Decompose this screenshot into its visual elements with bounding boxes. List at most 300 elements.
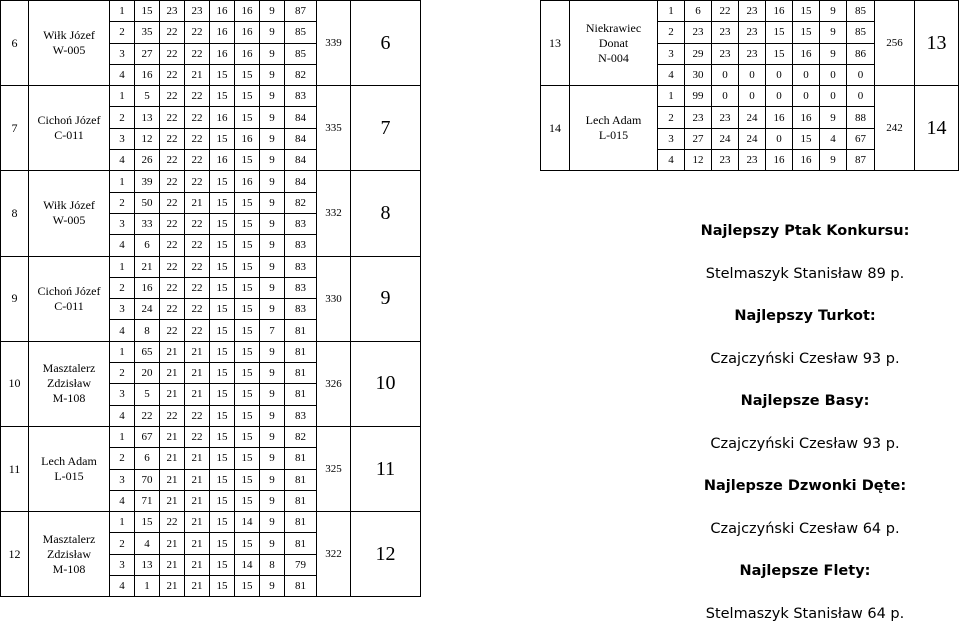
score-cell: 22 — [160, 43, 185, 64]
score-cell: 9 — [260, 22, 285, 43]
score-cell: 84 — [285, 107, 317, 128]
score-cell: 82 — [285, 192, 317, 213]
score-cell: 15 — [235, 256, 260, 277]
score-cell: 81 — [285, 469, 317, 490]
score-cell: 16 — [766, 107, 793, 128]
score-cell: 15 — [235, 235, 260, 256]
score-cell: 21 — [160, 533, 185, 554]
breeder-name-line: C-011 — [29, 128, 109, 143]
score-cell: 15 — [210, 171, 235, 192]
score-cell: 3 — [110, 43, 135, 64]
score-cell: 15 — [235, 86, 260, 107]
score-cell: 9 — [260, 448, 285, 469]
score-cell: 22 — [160, 86, 185, 107]
score-cell: 23 — [685, 22, 712, 43]
score-cell: 21 — [185, 512, 210, 533]
score-cell: 16 — [793, 43, 820, 64]
score-cell: 15 — [235, 448, 260, 469]
score-cell: 15 — [210, 490, 235, 511]
score-cell: 65 — [135, 341, 160, 362]
awards-section — [660, 210, 950, 635]
score-cell: 3 — [110, 128, 135, 149]
score-cell: 84 — [285, 128, 317, 149]
score-cell: 16 — [235, 43, 260, 64]
table-row — [541, 86, 959, 107]
score-cell: 4 — [110, 405, 135, 426]
rank-cell: 10 — [351, 341, 421, 426]
score-cell: 0 — [793, 86, 820, 107]
score-cell: 15 — [235, 192, 260, 213]
score-cell: 21 — [160, 490, 185, 511]
score-cell: 2 — [110, 277, 135, 298]
score-cell: 99 — [685, 86, 712, 107]
rank-cell: 9 — [351, 256, 421, 341]
award-winner: Czajczyński Czesław 93 p. — [660, 423, 950, 466]
score-cell: 21 — [185, 64, 210, 85]
score-cell: 15 — [210, 299, 235, 320]
score-cell: 22 — [160, 22, 185, 43]
score-cell: 15 — [235, 405, 260, 426]
breeder-name-line: L-015 — [29, 469, 109, 484]
total-cell: 330 — [317, 256, 351, 341]
score-cell: 15 — [210, 533, 235, 554]
score-cell: 15 — [210, 384, 235, 405]
table-row — [1, 512, 421, 533]
score-cell: 9 — [260, 384, 285, 405]
score-cell: 23 — [712, 107, 739, 128]
score-cell: 22 — [160, 64, 185, 85]
score-cell: 23 — [160, 1, 185, 22]
score-cell: 16 — [235, 128, 260, 149]
score-cell: 9 — [260, 512, 285, 533]
score-cell: 1 — [110, 256, 135, 277]
score-cell: 9 — [820, 1, 847, 22]
score-cell: 15 — [210, 363, 235, 384]
breeder-name-line: L-015 — [570, 128, 657, 143]
score-cell: 27 — [135, 43, 160, 64]
score-cell: 39 — [135, 171, 160, 192]
score-cell: 22 — [185, 235, 210, 256]
score-cell: 0 — [712, 64, 739, 85]
score-cell: 22 — [160, 171, 185, 192]
score-cell: 3 — [110, 469, 135, 490]
score-cell: 15 — [235, 107, 260, 128]
score-cell: 81 — [285, 363, 317, 384]
rank-cell: 7 — [351, 86, 421, 171]
score-cell: 9 — [260, 299, 285, 320]
score-cell: 85 — [847, 22, 875, 43]
score-cell: 15 — [235, 320, 260, 341]
score-cell: 15 — [210, 235, 235, 256]
score-cell: 9 — [260, 1, 285, 22]
score-cell: 12 — [135, 128, 160, 149]
table-row — [541, 1, 959, 22]
score-cell: 22 — [160, 192, 185, 213]
score-cell: 4 — [820, 128, 847, 149]
score-cell: 22 — [160, 128, 185, 149]
score-cell: 15 — [210, 256, 235, 277]
score-cell: 2 — [110, 192, 135, 213]
score-cell: 87 — [285, 1, 317, 22]
score-cell: 16 — [235, 22, 260, 43]
score-cell: 15 — [210, 192, 235, 213]
breeder-name-line: Wiłk Józef — [29, 198, 109, 213]
score-cell: 16 — [793, 150, 820, 171]
score-cell: 15 — [235, 533, 260, 554]
score-cell: 3 — [110, 299, 135, 320]
breeder-name-line: Niekrawiec — [570, 21, 657, 36]
score-cell: 21 — [160, 363, 185, 384]
score-cell: 15 — [210, 64, 235, 85]
award-winner: Stelmaszyk Stanisław 89 p. — [660, 253, 950, 296]
score-cell: 81 — [285, 533, 317, 554]
score-cell: 22 — [185, 256, 210, 277]
score-cell: 3 — [658, 128, 685, 149]
score-cell: 15 — [235, 299, 260, 320]
table-row — [1, 426, 421, 447]
score-cell: 21 — [185, 576, 210, 597]
score-cell: 1 — [110, 512, 135, 533]
score-cell: 15 — [135, 1, 160, 22]
score-cell: 21 — [185, 341, 210, 362]
score-cell: 9 — [260, 576, 285, 597]
score-cell: 67 — [847, 128, 875, 149]
score-cell: 1 — [110, 426, 135, 447]
score-cell: 16 — [210, 107, 235, 128]
score-cell: 21 — [135, 256, 160, 277]
score-cell: 21 — [185, 554, 210, 575]
score-cell: 70 — [135, 469, 160, 490]
score-cell: 1 — [135, 576, 160, 597]
total-cell: 332 — [317, 171, 351, 256]
breeder-cell — [29, 512, 110, 597]
score-cell: 0 — [820, 86, 847, 107]
total-cell: 256 — [875, 1, 915, 86]
score-cell: 21 — [185, 469, 210, 490]
score-cell: 81 — [285, 448, 317, 469]
score-cell: 2 — [658, 22, 685, 43]
score-cell: 23 — [712, 150, 739, 171]
total-cell: 335 — [317, 86, 351, 171]
breeder-name-line: C-011 — [29, 299, 109, 314]
score-cell: 83 — [285, 235, 317, 256]
score-cell: 82 — [285, 64, 317, 85]
score-cell: 33 — [135, 213, 160, 234]
score-cell: 2 — [658, 107, 685, 128]
place-cell: 14 — [541, 86, 570, 171]
score-cell: 1 — [658, 86, 685, 107]
score-cell: 4 — [110, 490, 135, 511]
score-cell: 0 — [847, 86, 875, 107]
score-cell: 81 — [285, 320, 317, 341]
score-cell: 1 — [110, 171, 135, 192]
score-cell: 22 — [160, 320, 185, 341]
breeder-name-line: Zdzisław — [29, 376, 109, 391]
score-cell: 22 — [185, 277, 210, 298]
score-cell: 16 — [793, 107, 820, 128]
score-cell: 0 — [820, 64, 847, 85]
score-cell: 15 — [766, 43, 793, 64]
score-cell: 9 — [260, 128, 285, 149]
score-cell: 3 — [110, 213, 135, 234]
score-cell: 4 — [658, 64, 685, 85]
score-cell: 0 — [712, 86, 739, 107]
score-cell: 22 — [185, 405, 210, 426]
place-cell: 8 — [1, 171, 29, 256]
table-row — [1, 86, 421, 107]
score-cell: 0 — [766, 86, 793, 107]
score-cell: 21 — [160, 469, 185, 490]
score-cell: 29 — [685, 43, 712, 64]
score-cell: 15 — [210, 277, 235, 298]
score-cell: 13 — [135, 107, 160, 128]
award-winner: Czajczyński Czesław 64 p. — [660, 508, 950, 551]
score-cell: 3 — [110, 554, 135, 575]
table-row — [1, 171, 421, 192]
score-cell: 14 — [235, 554, 260, 575]
score-cell: 15 — [793, 128, 820, 149]
breeder-cell — [29, 171, 110, 256]
score-cell: 23 — [712, 22, 739, 43]
score-cell: 24 — [739, 107, 766, 128]
rank-cell: 12 — [351, 512, 421, 597]
score-cell: 6 — [135, 448, 160, 469]
score-cell: 27 — [685, 128, 712, 149]
breeder-name-line: Zdzisław — [29, 547, 109, 562]
score-cell: 22 — [160, 405, 185, 426]
score-cell: 16 — [135, 277, 160, 298]
score-cell: 3 — [110, 384, 135, 405]
score-cell: 9 — [260, 426, 285, 447]
score-cell: 81 — [285, 512, 317, 533]
score-cell: 22 — [185, 426, 210, 447]
score-cell: 21 — [185, 192, 210, 213]
score-cell: 1 — [110, 86, 135, 107]
score-cell: 83 — [285, 405, 317, 426]
score-cell: 13 — [135, 554, 160, 575]
score-cell: 22 — [160, 150, 185, 171]
score-cell: 15 — [793, 1, 820, 22]
score-cell: 83 — [285, 299, 317, 320]
score-cell: 22 — [160, 299, 185, 320]
score-cell: 22 — [160, 213, 185, 234]
breeder-name-line: Donat — [570, 36, 657, 51]
score-cell: 4 — [658, 150, 685, 171]
score-cell: 9 — [260, 43, 285, 64]
breeder-cell — [29, 341, 110, 426]
score-cell: 1 — [110, 341, 135, 362]
results-table-left-body — [1, 1, 421, 597]
score-cell: 15 — [210, 341, 235, 362]
score-cell: 23 — [739, 150, 766, 171]
rank-cell: 11 — [351, 426, 421, 511]
score-cell: 22 — [160, 256, 185, 277]
score-cell: 9 — [260, 341, 285, 362]
score-cell: 16 — [135, 64, 160, 85]
score-cell: 1 — [658, 1, 685, 22]
score-cell: 21 — [185, 363, 210, 384]
score-cell: 87 — [847, 150, 875, 171]
score-cell: 15 — [210, 86, 235, 107]
score-cell: 16 — [210, 43, 235, 64]
score-cell: 22 — [185, 299, 210, 320]
score-cell: 21 — [160, 576, 185, 597]
score-cell: 2 — [110, 22, 135, 43]
score-cell: 81 — [285, 576, 317, 597]
breeder-name-line: Masztalerz — [29, 532, 109, 547]
score-cell: 9 — [820, 43, 847, 64]
score-cell: 23 — [739, 22, 766, 43]
score-cell: 21 — [185, 490, 210, 511]
score-cell: 15 — [210, 576, 235, 597]
score-cell: 15 — [135, 512, 160, 533]
score-cell: 9 — [820, 150, 847, 171]
score-cell: 22 — [135, 405, 160, 426]
breeder-name-line: W-005 — [29, 43, 109, 58]
breeder-cell — [570, 86, 658, 171]
score-cell: 22 — [185, 107, 210, 128]
score-cell: 4 — [110, 64, 135, 85]
place-cell: 9 — [1, 256, 29, 341]
rank-cell: 13 — [915, 1, 959, 86]
breeder-name-line: M-108 — [29, 391, 109, 406]
score-cell: 15 — [210, 320, 235, 341]
score-cell: 15 — [235, 384, 260, 405]
score-cell: 9 — [820, 107, 847, 128]
score-cell: 15 — [235, 150, 260, 171]
breeder-cell — [29, 426, 110, 511]
score-cell: 15 — [210, 448, 235, 469]
score-cell: 9 — [260, 235, 285, 256]
score-cell: 0 — [766, 128, 793, 149]
score-cell: 83 — [285, 256, 317, 277]
score-cell: 9 — [260, 405, 285, 426]
score-cell: 23 — [739, 43, 766, 64]
score-cell: 21 — [160, 426, 185, 447]
score-cell: 9 — [260, 213, 285, 234]
score-cell: 16 — [766, 1, 793, 22]
score-cell: 22 — [185, 86, 210, 107]
score-cell: 83 — [285, 277, 317, 298]
score-cell: 81 — [285, 490, 317, 511]
score-cell: 22 — [160, 107, 185, 128]
score-cell: 9 — [820, 22, 847, 43]
score-cell: 0 — [739, 86, 766, 107]
breeder-name-line: Lech Adam — [570, 113, 657, 128]
score-cell: 0 — [847, 64, 875, 85]
score-cell: 5 — [135, 384, 160, 405]
score-cell: 3 — [658, 43, 685, 64]
breeder-name-line: Cichoń Józef — [29, 284, 109, 299]
score-cell: 21 — [185, 533, 210, 554]
score-cell: 22 — [160, 235, 185, 256]
place-cell: 12 — [1, 512, 29, 597]
score-cell: 22 — [185, 150, 210, 171]
score-cell: 7 — [260, 320, 285, 341]
place-cell: 7 — [1, 86, 29, 171]
score-cell: 9 — [260, 86, 285, 107]
score-cell: 22 — [160, 512, 185, 533]
score-cell: 24 — [739, 128, 766, 149]
score-cell: 9 — [260, 192, 285, 213]
score-cell: 15 — [235, 469, 260, 490]
score-cell: 35 — [135, 22, 160, 43]
score-cell: 84 — [285, 171, 317, 192]
score-cell: 15 — [210, 512, 235, 533]
score-cell: 15 — [210, 128, 235, 149]
place-cell: 10 — [1, 341, 29, 426]
score-cell: 12 — [685, 150, 712, 171]
score-cell: 16 — [210, 1, 235, 22]
score-cell: 1 — [110, 1, 135, 22]
score-cell: 22 — [185, 22, 210, 43]
score-cell: 82 — [285, 426, 317, 447]
score-cell: 4 — [110, 576, 135, 597]
score-cell: 9 — [260, 363, 285, 384]
total-cell: 325 — [317, 426, 351, 511]
breeder-name-line: M-108 — [29, 562, 109, 577]
score-cell: 15 — [210, 405, 235, 426]
table-row — [1, 256, 421, 277]
score-cell: 15 — [235, 426, 260, 447]
score-cell: 83 — [285, 86, 317, 107]
breeder-cell — [570, 1, 658, 86]
score-cell: 0 — [739, 64, 766, 85]
place-cell: 11 — [1, 426, 29, 511]
total-cell: 242 — [875, 86, 915, 171]
breeder-name-line: Wiłk Józef — [29, 28, 109, 43]
score-cell: 67 — [135, 426, 160, 447]
score-cell: 22 — [185, 213, 210, 234]
score-cell: 15 — [235, 576, 260, 597]
score-cell: 4 — [110, 150, 135, 171]
score-cell: 9 — [260, 256, 285, 277]
score-cell: 21 — [160, 341, 185, 362]
results-table-right-body — [541, 1, 959, 171]
score-cell: 21 — [160, 554, 185, 575]
breeder-name-line: Cichoń Józef — [29, 113, 109, 128]
rank-cell: 14 — [915, 86, 959, 171]
breeder-cell — [29, 256, 110, 341]
score-cell: 15 — [235, 213, 260, 234]
score-cell: 15 — [210, 213, 235, 234]
score-cell: 4 — [135, 533, 160, 554]
score-cell: 22 — [185, 43, 210, 64]
award-title: Najlepsze Dzwonki Dęte: — [660, 465, 950, 508]
score-cell: 23 — [712, 43, 739, 64]
results-table-right — [540, 0, 959, 171]
breeder-name-line: Masztalerz — [29, 361, 109, 376]
score-cell: 6 — [135, 235, 160, 256]
score-cell: 30 — [685, 64, 712, 85]
score-cell: 22 — [185, 128, 210, 149]
score-cell: 15 — [235, 341, 260, 362]
score-cell: 4 — [110, 320, 135, 341]
score-cell: 50 — [135, 192, 160, 213]
table-row — [1, 341, 421, 362]
table-row — [1, 1, 421, 22]
score-cell: 23 — [739, 1, 766, 22]
score-cell: 8 — [135, 320, 160, 341]
score-cell: 2 — [110, 363, 135, 384]
place-cell: 13 — [541, 1, 570, 86]
score-cell: 9 — [260, 171, 285, 192]
score-cell: 23 — [685, 107, 712, 128]
results-table-left — [0, 0, 421, 597]
score-cell: 23 — [185, 1, 210, 22]
score-cell: 0 — [793, 64, 820, 85]
score-cell: 5 — [135, 86, 160, 107]
